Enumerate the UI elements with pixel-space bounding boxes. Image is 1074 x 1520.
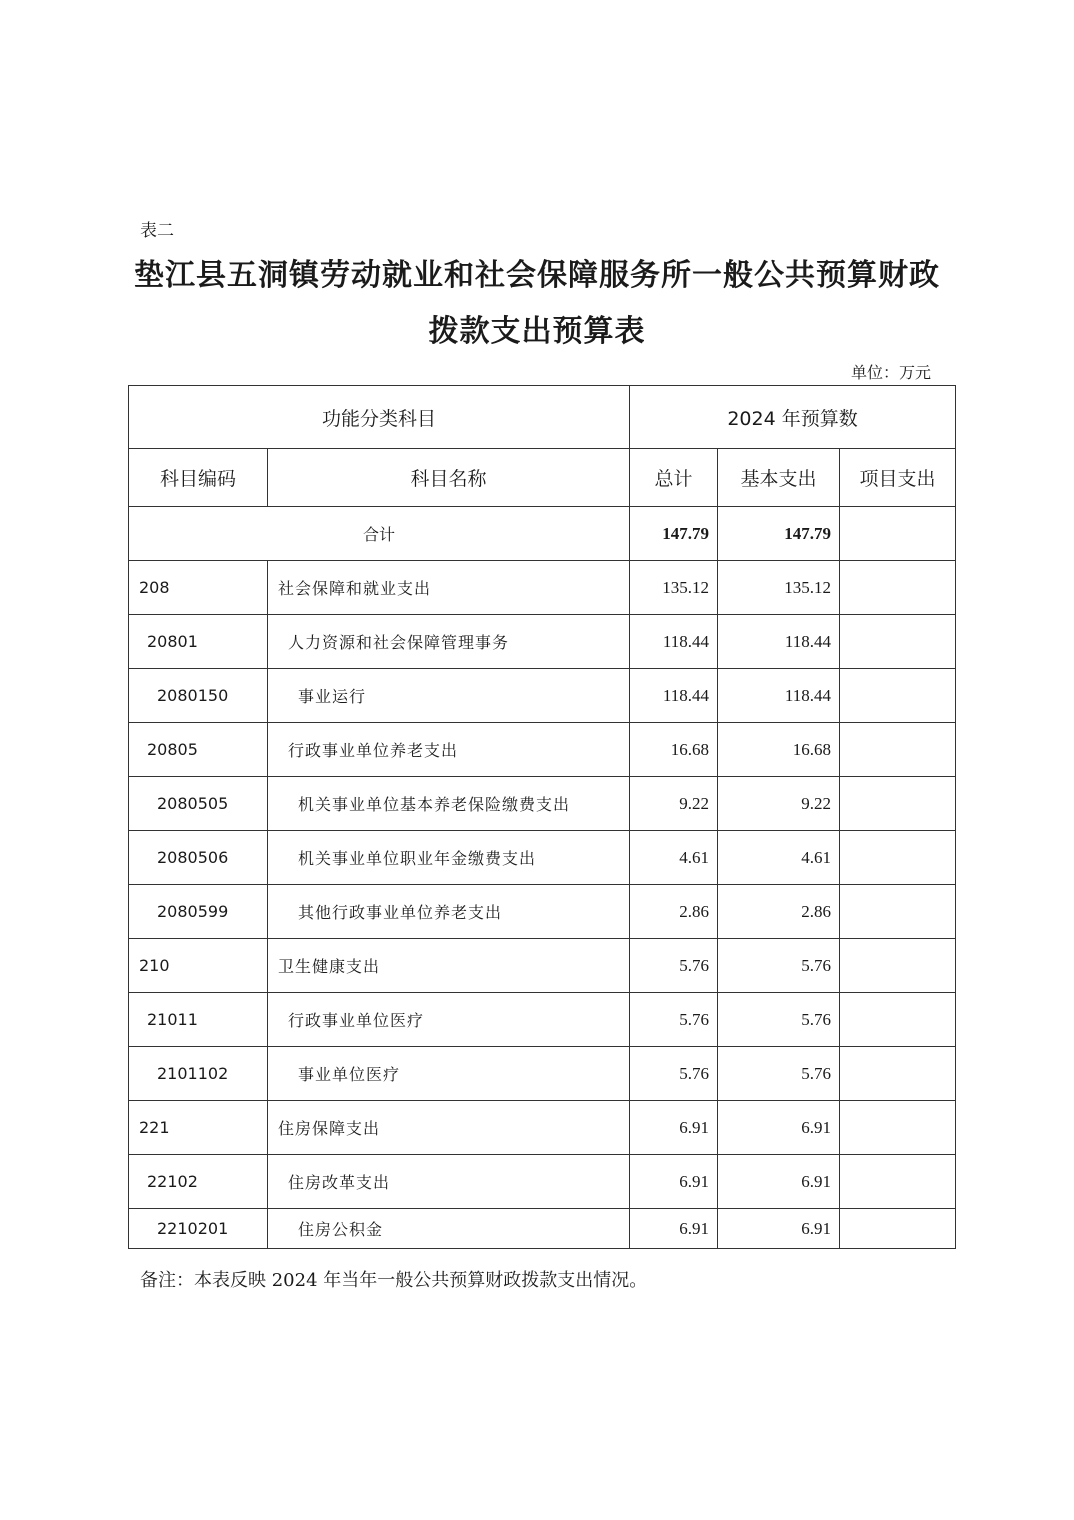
subject-name: 事业单位医疗: [268, 1047, 630, 1101]
project-value: [840, 831, 956, 885]
subject-code: 2101102: [129, 1047, 268, 1101]
subject-name: 行政事业单位养老支出: [268, 723, 630, 777]
total-value: 135.12: [630, 561, 718, 615]
table-row: [129, 939, 956, 993]
budget-table: [128, 385, 956, 1249]
document-title-line-1: 垫江县五洞镇劳动就业和社会保障服务所一般公共预算财政: [134, 258, 940, 293]
project-value: [840, 939, 956, 993]
table-row: [129, 993, 956, 1047]
total-basic: 147.79: [718, 507, 840, 561]
header-budget-2024: 2024 年预算数: [630, 386, 956, 449]
project-value: [840, 993, 956, 1047]
basic-value: 5.76: [718, 939, 840, 993]
subject-code: 21011: [129, 993, 268, 1047]
total-value: 9.22: [630, 777, 718, 831]
basic-value: 9.22: [718, 777, 840, 831]
subject-name: 卫生健康支出: [268, 939, 630, 993]
header-functional-category: 功能分类科目: [129, 386, 630, 449]
subject-code: 2080150: [129, 669, 268, 723]
table-row: [129, 723, 956, 777]
total-row: [129, 507, 956, 561]
table-row: [129, 885, 956, 939]
subject-code: 210: [129, 939, 268, 993]
header-project-expenditure: 项目支出: [840, 449, 956, 507]
header-subject-name: 科目名称: [268, 449, 630, 507]
subject-name: 社会保障和就业支出: [268, 561, 630, 615]
table-row: [129, 615, 956, 669]
basic-value: 16.68: [718, 723, 840, 777]
table-row: [129, 669, 956, 723]
subject-code: 208: [129, 561, 268, 615]
subject-code: 2080506: [129, 831, 268, 885]
subject-name: 人力资源和社会保障管理事务: [268, 615, 630, 669]
header-row-columns: [129, 449, 956, 507]
project-value: [840, 777, 956, 831]
subject-name: 其他行政事业单位养老支出: [268, 885, 630, 939]
header-basic-expenditure: 基本支出: [718, 449, 840, 507]
table-label: 表二: [140, 221, 174, 241]
project-value: [840, 1101, 956, 1155]
table-row: [129, 831, 956, 885]
table-row: [129, 777, 956, 831]
table-row: [129, 1155, 956, 1209]
subject-code: 2080505: [129, 777, 268, 831]
project-value: [840, 723, 956, 777]
basic-value: 2.86: [718, 885, 840, 939]
header-subject-code: 科目编码: [129, 449, 268, 507]
unit-label: 单位：万元: [850, 363, 931, 382]
basic-value: 118.44: [718, 669, 840, 723]
subject-code: 2080599: [129, 885, 268, 939]
header-total: 总计: [630, 449, 718, 507]
basic-value: 118.44: [718, 615, 840, 669]
total-value: 118.44: [630, 669, 718, 723]
total-value: 16.68: [630, 723, 718, 777]
subject-code: 20805: [129, 723, 268, 777]
subject-name: 住房改革支出: [268, 1155, 630, 1209]
basic-value: 135.12: [718, 561, 840, 615]
total-value: 6.91: [630, 1155, 718, 1209]
total-value: 5.76: [630, 993, 718, 1047]
total-value: 4.61: [630, 831, 718, 885]
total-label: 合计: [129, 507, 630, 561]
total-value: 6.91: [630, 1209, 718, 1249]
subject-name: 机关事业单位基本养老保险缴费支出: [268, 777, 630, 831]
subject-code: 20801: [129, 615, 268, 669]
basic-value: 6.91: [718, 1101, 840, 1155]
total-sum: 147.79: [630, 507, 718, 561]
project-value: [840, 1047, 956, 1101]
table-row: [129, 1047, 956, 1101]
basic-value: 6.91: [718, 1209, 840, 1249]
subject-name: 机关事业单位职业年金缴费支出: [268, 831, 630, 885]
document-title-line-2: 拨款支出预算表: [428, 314, 646, 349]
subject-name: 住房保障支出: [268, 1101, 630, 1155]
project-value: [840, 1209, 956, 1249]
basic-value: 6.91: [718, 1155, 840, 1209]
subject-name: 行政事业单位医疗: [268, 993, 630, 1047]
project-value: [840, 669, 956, 723]
project-value: [840, 1155, 956, 1209]
basic-value: 4.61: [718, 831, 840, 885]
project-value: [840, 615, 956, 669]
subject-code: 221: [129, 1101, 268, 1155]
table-row: [129, 561, 956, 615]
table-row: [129, 1209, 956, 1249]
footnote: 备注：本表反映 2024 年当年一般公共预算财政拨款支出情况。: [140, 1270, 648, 1291]
basic-value: 5.76: [718, 1047, 840, 1101]
total-value: 118.44: [630, 615, 718, 669]
subject-code: 22102: [129, 1155, 268, 1209]
total-value: 6.91: [630, 1101, 718, 1155]
header-row-group: [129, 386, 956, 449]
total-value: 5.76: [630, 1047, 718, 1101]
subject-code: 2210201: [129, 1209, 268, 1249]
subject-name: 住房公积金: [268, 1209, 630, 1249]
basic-value: 5.76: [718, 993, 840, 1047]
project-value: [840, 561, 956, 615]
total-project: [840, 507, 956, 561]
total-value: 2.86: [630, 885, 718, 939]
total-value: 5.76: [630, 939, 718, 993]
table-row: [129, 1101, 956, 1155]
subject-name: 事业运行: [268, 669, 630, 723]
project-value: [840, 885, 956, 939]
